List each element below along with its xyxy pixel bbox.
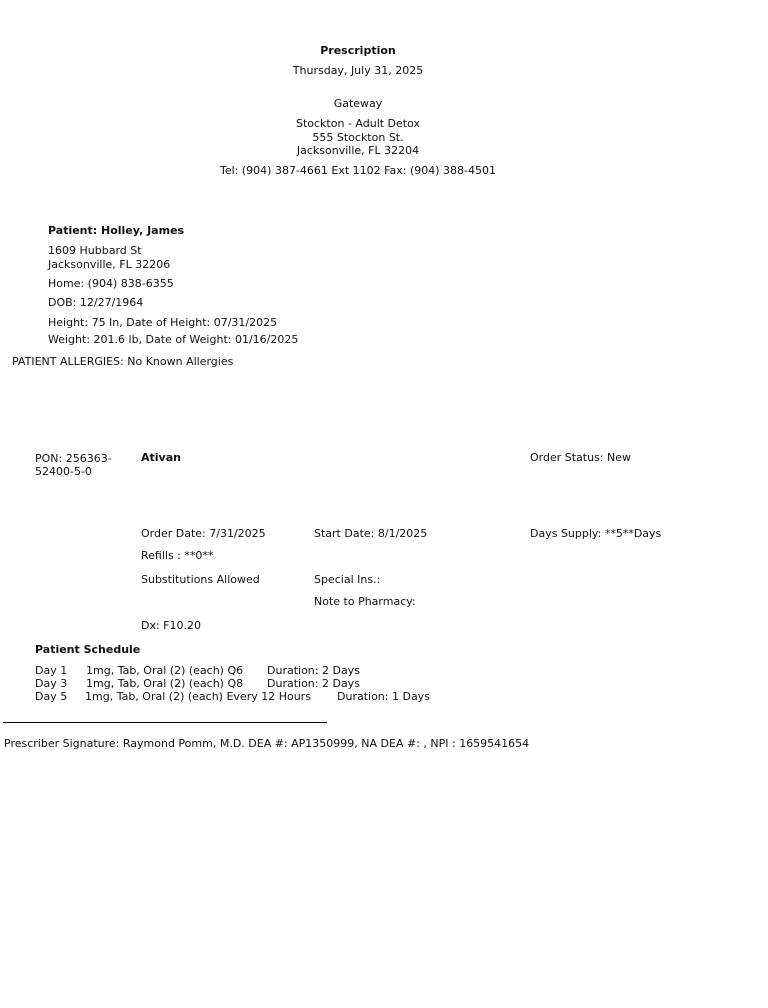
- schedule-day: Day 3: [35, 677, 68, 690]
- schedule-dose: 1mg, Tab, Oral (2) (each) Q8: [86, 677, 244, 690]
- special-instructions: Special Ins.:: [314, 573, 381, 586]
- schedule-duration: Duration: 1 Days: [337, 690, 430, 703]
- schedule-day: Day 1: [35, 664, 68, 677]
- start-date: Start Date: 8/1/2025: [314, 527, 428, 540]
- signature-line: [3, 722, 327, 723]
- prescriber-signature: Prescriber Signature: Raymond Pomm, M.D. DEA #: AP1350999, NA DEA #: , NPI : 1659541654: [4, 737, 530, 750]
- patient-name: Patient: Holley, James: [48, 224, 185, 237]
- schedule-dose: 1mg, Tab, Oral (2) (each) Every 12 Hours: [85, 690, 311, 703]
- diagnosis: Dx: F10.20: [141, 619, 202, 632]
- schedule-duration: Duration: 2 Days: [267, 664, 360, 677]
- order-status: Order Status: New: [530, 451, 632, 464]
- organization-name: Gateway: [333, 97, 383, 110]
- schedule-day: Day 5: [35, 690, 68, 703]
- patient-height: Height: 75 In, Date of Height: 07/31/2025: [48, 316, 278, 329]
- patient-city: Jacksonville, FL 32206: [48, 258, 171, 271]
- schedule-duration: Duration: 2 Days: [267, 677, 360, 690]
- facility-phone: Tel: (904) 387-4661 Ext 1102 Fax: (904) 388-4501: [220, 164, 496, 177]
- substitutions: Substitutions Allowed: [141, 573, 260, 586]
- facility-name: Stockton - Adult Detox: [295, 117, 421, 130]
- patient-weight: Weight: 201.6 lb, Date of Weight: 01/16/2025: [48, 333, 299, 346]
- patient-home-phone: Home: (904) 838-6355: [48, 277, 174, 290]
- document-date: Thursday, July 31, 2025: [292, 64, 424, 77]
- schedule-dose: 1mg, Tab, Oral (2) (each) Q6: [86, 664, 244, 677]
- drug-name: Ativan: [141, 451, 181, 464]
- patient-allergies: PATIENT ALLERGIES: No Known Allergies: [12, 355, 234, 368]
- facility-city: Jacksonville, FL 32204: [296, 144, 420, 157]
- facility-street: 555 Stockton St.: [312, 131, 404, 144]
- note-to-pharmacy: Note to Pharmacy:: [314, 595, 416, 608]
- patient-street: 1609 Hubbard St: [48, 244, 142, 257]
- document-title: Prescription: [320, 44, 396, 57]
- refills: Refills : **0**: [141, 549, 214, 562]
- order-date: Order Date: 7/31/2025: [141, 527, 266, 540]
- order-pon: PON: 256363-52400-5-0: [35, 452, 112, 478]
- patient-dob: DOB: 12/27/1964: [48, 296, 144, 309]
- days-supply: Days Supply: **5**Days: [530, 527, 662, 540]
- schedule-title: Patient Schedule: [35, 643, 141, 656]
